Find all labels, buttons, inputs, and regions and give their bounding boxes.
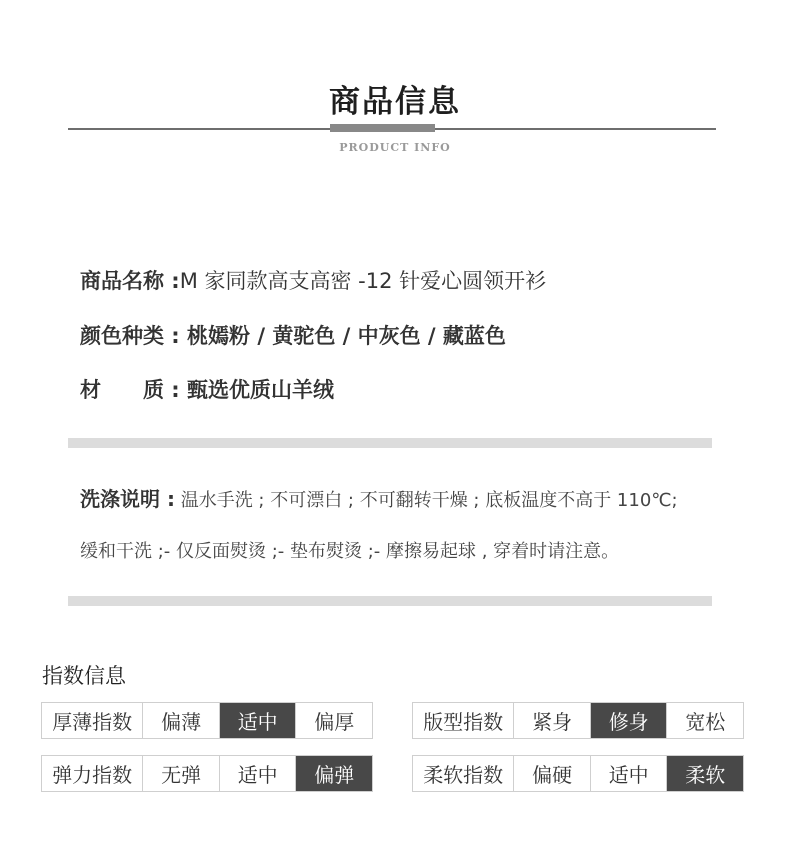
material-label: 材 质 : [80,378,180,402]
washing-text-1: 温水手洗 ; 不可漂白 ; 不可翻转干燥 ; 底板温度不高于 110℃; [174,490,678,511]
index-option-selected: 适中 [219,703,296,738]
title-accent-bar [330,124,435,132]
product-name-value: M 家同款高支高密 -12 针爱心圆领开衫 [179,269,547,293]
index-option: 适中 [590,756,667,791]
page-subtitle: PRODUCT INFO [339,141,451,154]
washing-label: 洗涤说明 : [80,487,175,511]
washing-instructions-line1 [80,483,678,512]
index-option-selected: 修身 [590,703,667,738]
index-option: 宽松 [666,703,743,738]
index-table-fit [412,702,744,739]
index-table-name: 厚薄指数 [52,710,133,734]
index-table-thickness [41,702,373,739]
index-option: 紧身 [513,703,590,738]
section-divider [68,438,712,448]
index-option-selected: 偏弹 [295,756,372,791]
washing-instructions-line2: 缓和干洗 ;- 仅反面熨烫 ;- 垫布熨烫 ;- 摩擦易起球 , 穿着时请注意。 [80,541,620,562]
product-name-label: 商品名称 : [80,269,180,293]
color-value: 桃嫣粉 / 黄驼色 / 中灰色 / 藏蓝色 [179,324,506,348]
index-option: 偏薄 [142,703,219,738]
index-section-title: 指数信息 [42,664,126,688]
index-table-name: 弹力指数 [52,763,133,787]
index-option-selected: 柔软 [666,756,743,791]
index-option: 偏厚 [295,703,372,738]
color-label: 颜色种类 : [80,324,180,348]
index-table-elasticity [41,755,373,792]
index-option: 适中 [219,756,296,791]
material-value: 甄选优质山羊绒 [179,378,335,402]
info-row-material [80,374,334,404]
index-option: 无弹 [142,756,219,791]
section-divider [68,596,712,606]
index-option: 偏硬 [513,756,590,791]
index-table-name: 柔软指数 [423,763,504,787]
index-table-softness [412,755,744,792]
info-row-product-name [80,265,546,295]
info-row-colors [80,320,506,350]
index-table-name: 版型指数 [423,710,504,734]
page-title: 商品信息 [329,84,461,120]
